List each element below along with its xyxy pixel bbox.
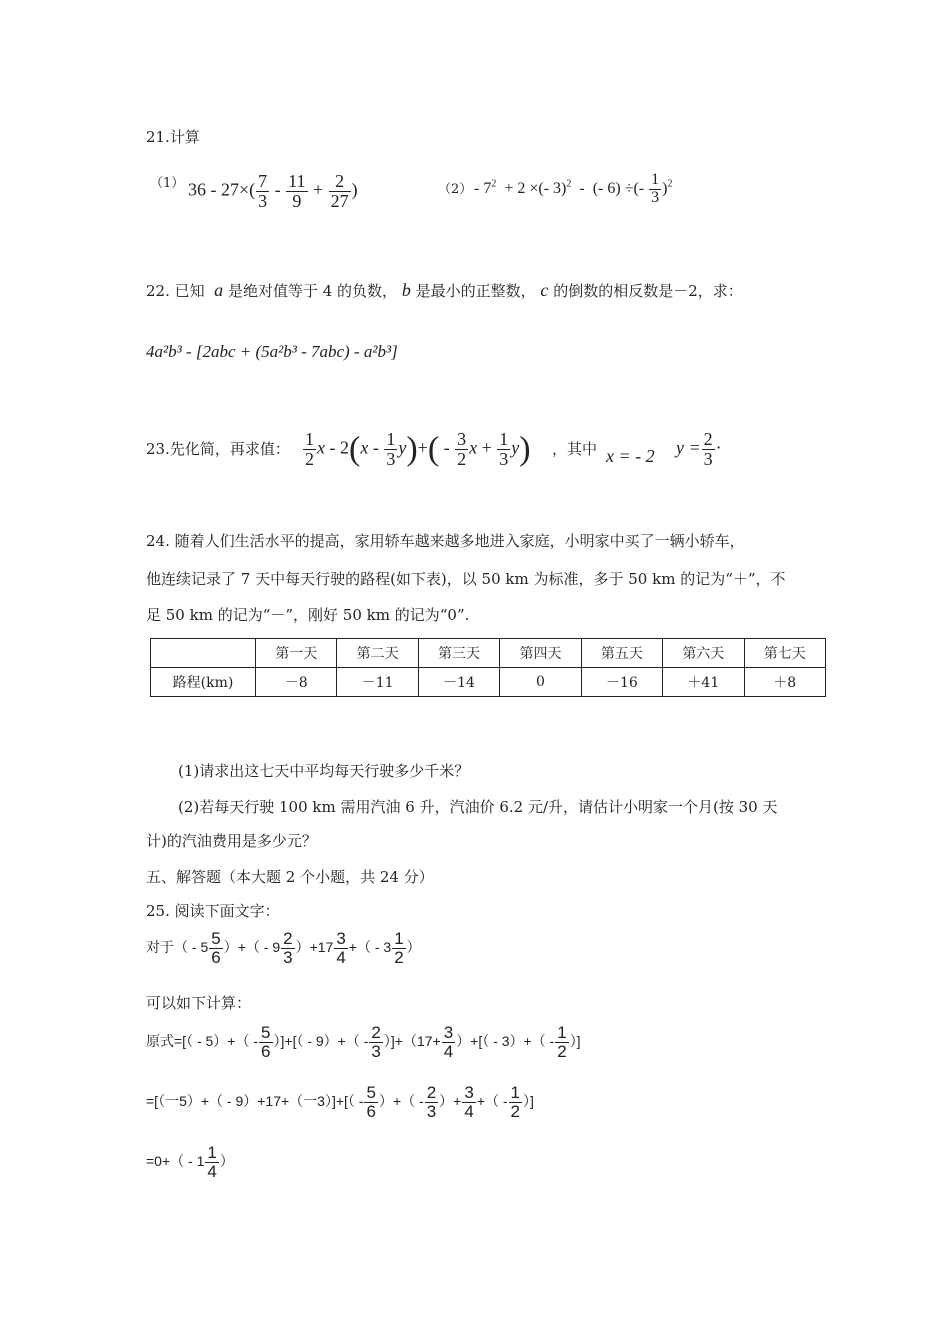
q23-expression: $\frac{1}{2}$ x - 2(x - $\frac{1}{3}$ y)+( - $\frac{3}{2}$ x + $\frac{1}{3}$ y) [305,429,531,469]
table-cell: －14 [418,668,499,697]
q25-original-expression: 原式=[（ - 5）+（ - $\frac{5}{6}$ ）]+[（ - 9）+（ - $\frac{2}{3}$ ）]+（17+ $\frac{3}{4}$ ）+[（ - 3）+（ - $\frac{1}{2}$ ）] [146,1023,581,1061]
table-header-cell: 第四天 [500,639,581,668]
q25-result-expression: =0+（ - 1 $\frac{1}{4}$ ） [146,1143,234,1181]
q24-sub2-line1: (2)若每天行驶 100 km 需用汽油 6 升，汽油价 6.2 元/升，请估计小明家一个月(按 30 天 [178,798,778,816]
q21-part2-expression: - $7^2 + 2$ ×(- 3)$^2$ - (- 6) ÷(- $\frac{1}{3}$ )$^2$ [474,171,673,206]
q24-line1: 24. 随着人们生活水平的提高，家用轿车越来越多地进入家庭，小明家中买了一辆小轿车， [146,532,745,550]
q23-where: ，其中 [552,440,598,458]
q25-compute-label: 可以如下计算： [146,994,252,1012]
table-header-cell: 第一天 [256,639,337,668]
q24-line2: 他连续记录了 7 天中每天行驶的路程(如下表)，以 50 km 为标准，多于 50 km 的记为“＋”，不 [146,570,786,588]
table-row-label: 路程(km) [151,668,256,697]
q21-part1-expression: 36 - 27×( $\frac{7}{3}$ - $\frac{11}{9}$ + $\frac{2}{27}$ ) [188,171,358,211]
q24-line3: 足 50 km 的记为“－”，刚好 50 km 的记为“0”. [146,606,470,624]
q24-sub1: (1)请求出这七天中平均每天行驶多少千米？ [178,762,470,780]
q23-x-value: x = - 2 [606,446,655,466]
table-cell: －16 [581,668,662,697]
table-header-cell: 第二天 [337,639,418,668]
table-header-cell: 第六天 [663,639,744,668]
q24-sub2-line2: 计)的汽油费用是多少元？ [146,832,317,850]
route-table [150,638,826,697]
table-cell: －8 [256,668,337,697]
table-header-cell: 第七天 [744,639,825,668]
q25-regroup-expression: =[（一5）+（ - 9）+17+（一3）]+[（ - $\frac{5}{6}$ ）+（ - $\frac{2}{3}$ ）+ $\frac{3}{4}$ +（ - $\frac{1}{2}$ ）] [146,1083,534,1121]
q22-statement: 22. 已知 a 是绝对值等于 4 的负数， b 是最小的正整数， c 的倒数的相反数是－2，求： [146,280,743,300]
table-header-cell [151,639,256,668]
q25-for-expression: 对于（ - 5 $\frac{5}{6}$ ）+（ - 9 $\frac{2}{3}$ ）+17 $\frac{3}{4}$ +（ - 3 $\frac{1}{2}$ ） [146,929,421,967]
table-cell: 0 [500,668,581,697]
q23-label: 23.先化简，再求值： [146,440,290,458]
q21-part1-label: （1） [150,176,185,191]
q21-part2-label: （2） [438,182,473,197]
table-header-cell: 第三天 [418,639,499,668]
table-cell: ＋41 [663,668,744,697]
section5-heading: 五、解答题（本大题 2 个小题，共 24 分） [146,868,434,886]
q25-title: 25. 阅读下面文字： [146,902,280,920]
table-header-cell: 第五天 [581,639,662,668]
q21-title: 21.计算 [146,128,200,146]
q22-expression: 4a²b³ - [2abc + (5a²b³ - 7abc) - a²b³] [146,342,398,361]
table-header-row [151,639,826,668]
table-cell: ＋8 [744,668,825,697]
table-row [151,668,826,697]
q23-y-value: y = $\frac{2}{3}$ · [676,429,722,469]
table-cell: －11 [337,668,418,697]
